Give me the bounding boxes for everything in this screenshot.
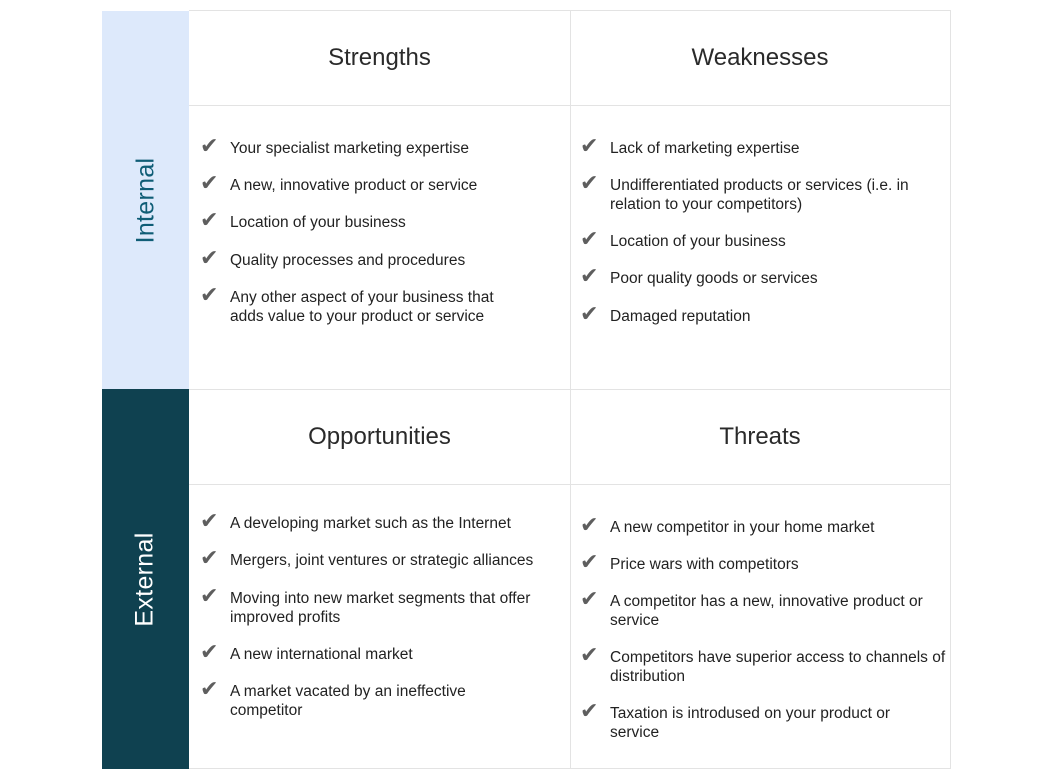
checkmark-icon: ✔ bbox=[200, 208, 219, 233]
checkmark-icon: ✔ bbox=[580, 699, 599, 724]
list-item: ✔ Lack of marketing expertise bbox=[580, 134, 800, 159]
list-item: ✔ Poor quality goods or services bbox=[580, 264, 818, 289]
opportunities-title: Opportunities bbox=[308, 423, 451, 450]
checkmark-icon: ✔ bbox=[580, 134, 599, 159]
checkmark-icon: ✔ bbox=[580, 550, 599, 575]
list-item: ✔ Price wars with competitors bbox=[580, 550, 799, 575]
list-item: ✔ Your specialist marketing expertise bbox=[200, 134, 469, 159]
threats-list bbox=[580, 513, 946, 742]
list-item: ✔ A new competitor in your home market bbox=[580, 513, 875, 538]
checkmark-icon: ✔ bbox=[200, 283, 219, 308]
internal-row-label: Internal bbox=[130, 157, 159, 243]
list-item: ✔ A competitor has a new, innovative product or service bbox=[580, 587, 923, 629]
strengths-list bbox=[200, 134, 540, 326]
list-item: ✔ A new, innovative product or service bbox=[200, 171, 478, 196]
checkmark-icon: ✔ bbox=[200, 171, 219, 196]
opportunities-list bbox=[200, 509, 550, 720]
checkmark-icon: ✔ bbox=[200, 677, 219, 702]
external-row-label: External bbox=[131, 531, 159, 627]
checkmark-icon: ✔ bbox=[580, 513, 599, 538]
list-item: ✔ Location of your business bbox=[580, 227, 786, 252]
checkmark-icon: ✔ bbox=[580, 302, 599, 327]
list-item: ✔ Taxation is introdused on your product or service bbox=[580, 699, 891, 741]
list-item: ✔ A developing market such as the Internet bbox=[200, 509, 511, 534]
list-item: ✔ A market vacated by an ineffective competitor bbox=[200, 677, 466, 719]
list-item: ✔ Quality processes and procedures bbox=[200, 246, 466, 271]
checkmark-icon: ✔ bbox=[580, 227, 599, 252]
grid-line-right bbox=[950, 10, 951, 769]
list-item: ✔ Location of your business bbox=[200, 208, 406, 233]
checkmark-icon: ✔ bbox=[200, 246, 219, 271]
external-row-band bbox=[102, 389, 189, 769]
internal-row-band bbox=[102, 11, 189, 389]
checkmark-icon: ✔ bbox=[200, 509, 219, 534]
checkmark-icon: ✔ bbox=[200, 640, 219, 665]
list-item: ✔ A new international market bbox=[200, 640, 413, 665]
weaknesses-title: Weaknesses bbox=[691, 44, 829, 71]
checkmark-icon: ✔ bbox=[580, 587, 599, 612]
list-item: ✔ Moving into new market segments that offer improved profits bbox=[200, 584, 531, 626]
list-item: ✔ Damaged reputation bbox=[580, 302, 751, 327]
list-item: ✔ Undifferentiated products or services (i.e. in relation to your competitors) bbox=[580, 171, 909, 213]
checkmark-icon: ✔ bbox=[580, 643, 599, 668]
checkmark-icon: ✔ bbox=[200, 584, 219, 609]
list-item: ✔ Competitors have superior access to channels of distribution bbox=[580, 643, 946, 685]
strengths-title: Strengths bbox=[328, 44, 431, 71]
checkmark-icon: ✔ bbox=[200, 546, 219, 571]
list-item: ✔ Mergers, joint ventures or strategic alliances bbox=[200, 546, 534, 571]
list-item: ✔ Any other aspect of your business that adds value to your product or service bbox=[200, 283, 494, 325]
weaknesses-list bbox=[580, 134, 930, 327]
checkmark-icon: ✔ bbox=[200, 134, 219, 159]
checkmark-icon: ✔ bbox=[580, 264, 599, 289]
threats-title: Threats bbox=[719, 423, 801, 450]
checkmark-icon: ✔ bbox=[580, 171, 599, 196]
